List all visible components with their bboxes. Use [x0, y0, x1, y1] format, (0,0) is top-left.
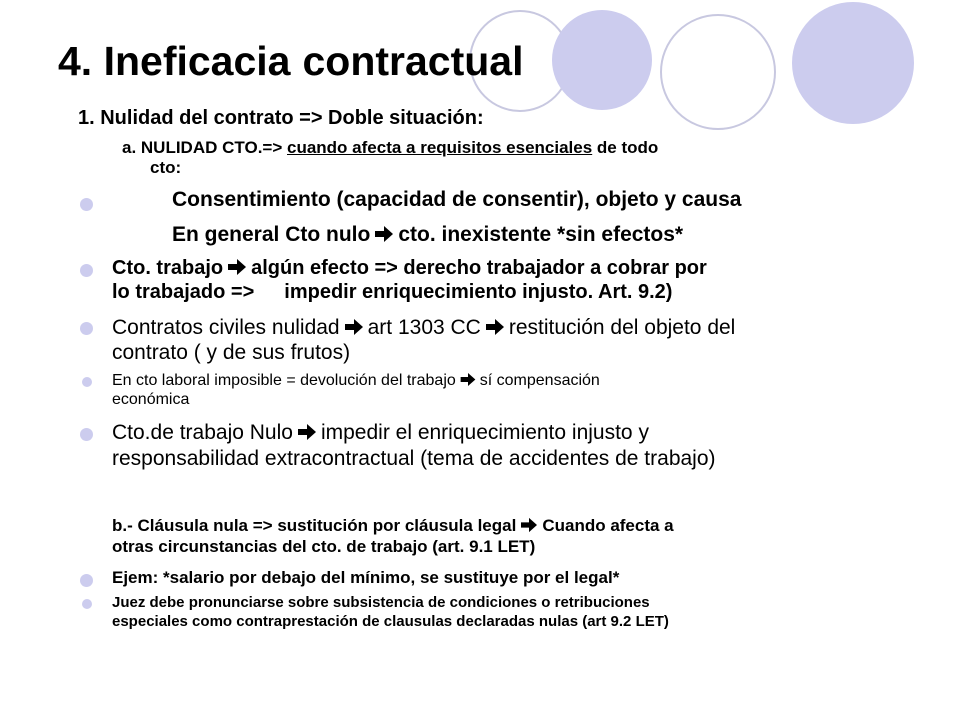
- b2-l2-b: impedir enriquecimiento injusto. Art. 9.2): [284, 281, 673, 303]
- bullet-ejemplo: Ejem: *salario por debajo del mínimo, se sustituye por el legal*: [112, 568, 620, 587]
- b5-a: Cto.de trabajo Nulo: [112, 421, 293, 444]
- b2-a: Cto. trabajo: [112, 257, 224, 279]
- decorative-circle-3: [660, 14, 776, 130]
- bullet-consentimiento: Consentimiento (capacidad de consentir), objeto y causa: [172, 188, 742, 211]
- arrow-right-icon: [373, 225, 395, 243]
- bullet-juez: Juez debe pronunciarse sobre subsistencia de condiciones o retribuciones: [112, 594, 650, 611]
- b4-b: sí compensación: [479, 372, 600, 389]
- heading-nulidad: 1. Nulidad del contrato => Doble situación:: [78, 107, 484, 129]
- sub-b-line2: otras circunstancias del cto. de trabajo (art. 9.1 LET): [112, 537, 536, 556]
- sub-a-line1: [122, 138, 658, 158]
- arrow-right-icon: [343, 318, 365, 336]
- b1-cont-a: En general Cto nulo: [172, 223, 371, 246]
- bullet-cto-nulo: [112, 421, 649, 445]
- sub-a-suffix: de todo: [592, 138, 659, 157]
- bullet-cto-trabajo: [112, 257, 707, 280]
- arrow-right-icon: [226, 258, 248, 276]
- bullet-cto-trabajo-line2: [112, 281, 672, 304]
- sub-b-line1: [112, 516, 674, 536]
- bullet-dot: [82, 599, 92, 609]
- bullet-dot: [80, 322, 93, 335]
- sub-a-line2: cto:: [150, 158, 182, 177]
- b4-a: En cto laboral imposible = devolución del trabajo: [112, 372, 456, 389]
- bullet-dot: [82, 377, 92, 387]
- sub-a-underlined: cuando afecta a requisitos esenciales: [287, 138, 593, 157]
- arrow-right-icon: [519, 517, 539, 533]
- bullet-cto-laboral: [112, 372, 600, 390]
- sub-b-a: b.- Cláusula nula => sustitución por cláusula legal: [112, 516, 517, 535]
- decorative-circle-2: [552, 10, 652, 110]
- b3-b: art 1303 CC: [367, 316, 481, 339]
- b3-a: Contratos civiles nulidad: [112, 316, 340, 339]
- bullet-consentimiento-cont: [172, 223, 683, 247]
- bullet-cto-nulo-line2: responsabilidad extracontractual (tema de accidentes de trabajo): [112, 447, 716, 470]
- sub-b-b: Cuando afecta a: [542, 516, 674, 535]
- b2-l2-a: lo trabajado =>: [112, 281, 255, 303]
- b2-b: algún efecto => derecho trabajador a cobrar por: [251, 257, 707, 279]
- arrow-right-icon: [459, 372, 477, 387]
- bullet-contratos-civiles: [112, 316, 735, 340]
- title-part-2: contractual: [302, 38, 524, 84]
- bullet-juez-line2: especiales como contraprestación de clausulas declaradas nulas (art 9.2 LET): [112, 613, 669, 630]
- bullet-contratos-civiles-line2: contrato ( y de sus frutos): [112, 341, 351, 364]
- b1-cont-b: cto. inexistente *sin efectos*: [398, 223, 684, 246]
- arrow-right-icon: [484, 318, 506, 336]
- b5-b: impedir el enriquecimiento injusto y: [320, 421, 649, 444]
- bullet-dot: [80, 428, 93, 441]
- slide-title: [58, 38, 523, 85]
- b3-c: restitución del objeto del: [508, 316, 736, 339]
- arrow-right-icon: [296, 423, 318, 441]
- bullet-dot: [80, 574, 93, 587]
- bullet-dot: [80, 198, 93, 211]
- bullet-dot: [80, 264, 93, 277]
- bullet-cto-laboral-line2: económica: [112, 391, 190, 408]
- title-part-1: 4. Ineficacia: [58, 38, 291, 84]
- decorative-circle-4: [792, 2, 914, 124]
- sub-a-prefix: a. NULIDAD CTO.=>: [122, 138, 287, 157]
